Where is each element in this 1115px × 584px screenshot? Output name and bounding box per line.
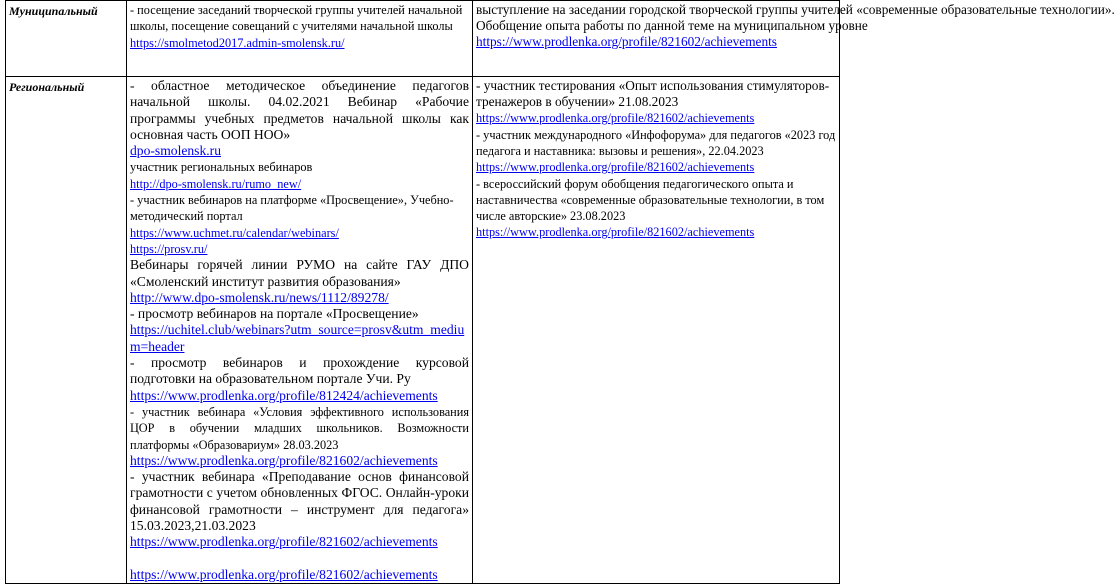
activity-text: - участник вебинара «Преподавание основ финансовой грамотности с учетом обновленных ФГОС. Онлайн-уроки финансовой грамотности – инструмент для педагога» 15.03.2023,21.03.2023 (130, 469, 469, 534)
level-cell (6, 77, 127, 584)
activity-text: - участник вебинаров на платформе «Просвещение», Учебно-методический портал (130, 193, 454, 224)
activity-text: - участник вебинара «Условия эффективного использования ЦОР в обучении младших школьников. Возможности платформы «Образовариум» 28.03.2023 (130, 404, 469, 452)
level-label: Муниципальный (9, 4, 98, 18)
table-row (6, 77, 840, 584)
activity-link[interactable]: https://www.prodlenka.org/profile/821602/achievements (130, 534, 438, 550)
activity-cell (127, 1, 473, 77)
activity-text: - посещение заседаний творческой группы учителей начальной школы, посещение совещаний с учителями начальной школы (130, 3, 463, 34)
activity-text: - областное методическое объединение педагогов начальной школы. 04.02.2021 Вебинар «Рабочие программы учебных предметов начальной школы как основная часть ООП НОО» (130, 78, 469, 142)
activity-text: - просмотр вебинаров на портале «Просвещение» (130, 306, 419, 322)
result-text: выступление на заседании городской творческой группы учителей «современные образовательные технологии». (476, 2, 1115, 17)
result-link[interactable]: https://www.prodlenka.org/profile/821602/achievements (476, 160, 755, 175)
result-text: Обобщение опыта работы по данной теме на муниципальном уровне (476, 18, 868, 34)
level-label: Региональный (9, 80, 85, 94)
activity-link[interactable]: dpo-smolensk.ru (130, 143, 221, 159)
result-text: - всероссийский форум обобщения педагогического опыта и наставничества «современные образовательные технологии, в том числе авторские» 23.08.2023 (476, 176, 825, 224)
activity-link[interactable]: https://uchitel.club/webinars?utm_source=prosv&utm_medium=header (130, 322, 465, 354)
result-cell (473, 77, 840, 584)
activity-link[interactable]: https://www.prodlenka.org/profile/812424/achievements (130, 387, 438, 403)
result-link[interactable]: https://www.prodlenka.org/profile/821602/achievements (476, 111, 755, 126)
activity-link[interactable]: https://www.prodlenka.org/profile/821602/achievements (130, 452, 438, 468)
activity-text: участник региональных вебинаров (130, 160, 313, 175)
result-link[interactable]: https://www.prodlenka.org/profile/821602/achievements (476, 34, 777, 50)
activity-link[interactable]: https://prosv.ru/ (130, 241, 208, 256)
blank-line (130, 551, 469, 567)
result-text: - участник тестирования «Опыт использования стимуляторов-тренажеров в обучении» 21.08.2023 (476, 78, 830, 110)
result-text: - участник международного «Инфофорума» для педагогов «2023 год педагога и наставника: вызовы и решения», 22.04.2023 (476, 127, 836, 158)
table-row (6, 1, 840, 77)
activity-cell (127, 77, 473, 584)
activity-link[interactable]: http://dpo-smolensk.ru/rumo_new/ (130, 176, 302, 191)
activity-link[interactable]: https://www.uchmet.ru/calendar/webinars/ (130, 225, 339, 240)
activity-link[interactable]: https://www.prodlenka.org/profile/821602/achievements (130, 566, 438, 582)
activity-link[interactable]: http://www.dpo-smolensk.ru/news/1112/89278/ (130, 289, 389, 305)
result-link[interactable]: https://www.prodlenka.org/profile/821602/achievements (476, 225, 755, 240)
activity-link[interactable]: https://smolmetod2017.admin-smolensk.ru/ (130, 35, 345, 50)
result-cell (473, 1, 1115, 77)
level-cell (6, 1, 127, 77)
achievements-table (5, 0, 1115, 584)
activity-text: - просмотр вебинаров и прохождение курсовой подготовки на образовательном портале Учи. Ру (130, 355, 469, 387)
activity-text: Вебинары горячей линии РУМО на сайте ГАУ ДПО «Смоленский институт развития образования» (130, 257, 469, 289)
